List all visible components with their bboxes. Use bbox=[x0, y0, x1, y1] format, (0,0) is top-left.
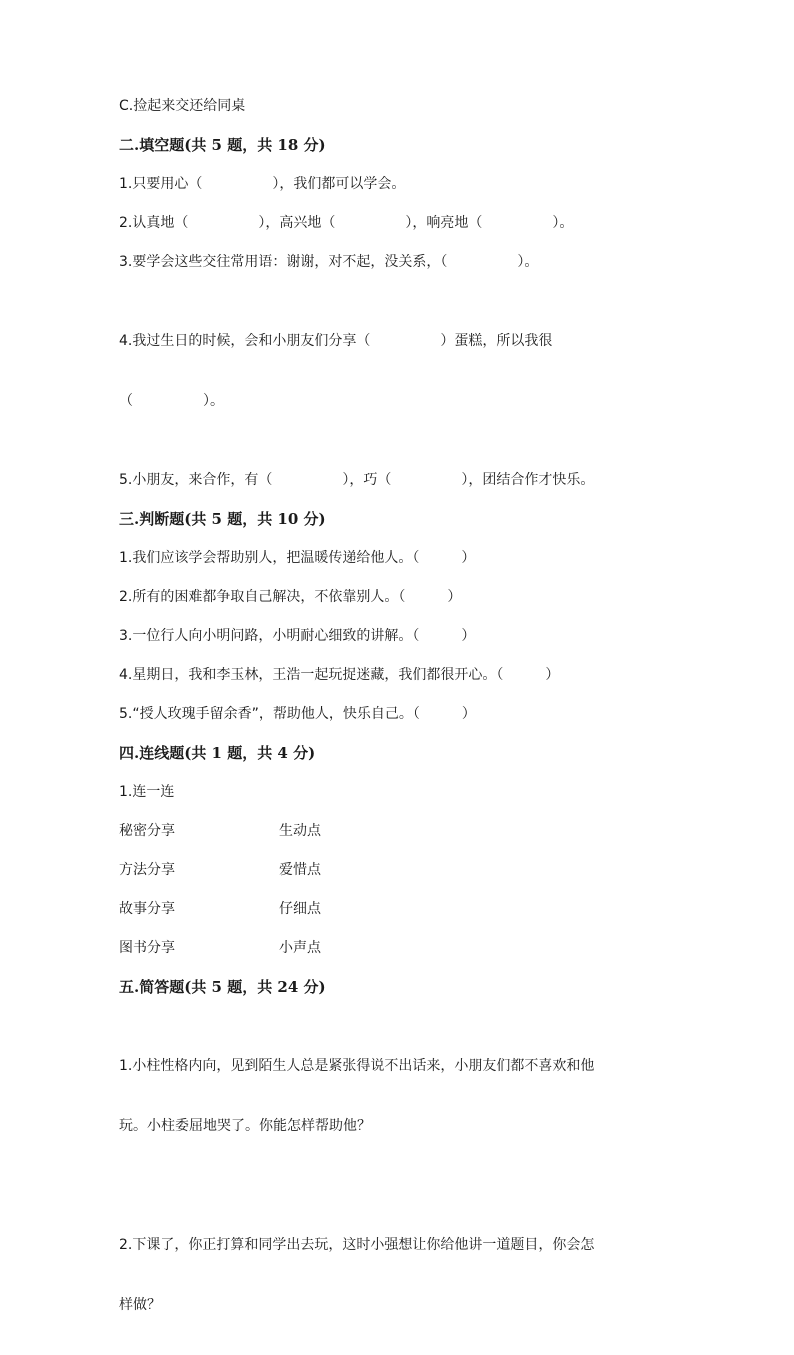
short-question-2-line-2: 样做？ bbox=[119, 1297, 161, 1313]
fill-question-5: 5.小朋友，来合作，有（ ），巧（ ），团结合作才快乐。 bbox=[119, 472, 595, 488]
fill-question-4 bbox=[119, 291, 679, 451]
short-question-1-line-1: 1.小柱性格内向，见到陌生人总是紧张得说不出话来，小朋友们都不喜欢和他 bbox=[119, 1058, 595, 1074]
match-left-item: 故事分享 bbox=[119, 901, 175, 917]
fill-question-2: 2.认真地（ ），高兴地（ ），响亮地（ ）。 bbox=[119, 215, 574, 231]
fill-question-4-line-1: 4.我过生日的时候，会和小朋友们分享（ ）蛋糕，所以我很 bbox=[119, 333, 553, 349]
section-judge-heading: 三.判断题(共 5 题，共 10 分) bbox=[119, 510, 326, 528]
short-question-1-line-2: 玩。小柱委屈地哭了。你能怎样帮助他？ bbox=[119, 1118, 371, 1134]
judge-question-5: 5.“授人玫瑰手留余香”，帮助他人，快乐自己。（ ） bbox=[119, 706, 476, 722]
section-short-heading: 五.简答题(共 5 题，共 24 分) bbox=[119, 978, 326, 996]
match-right-item: 爱惜点 bbox=[279, 862, 321, 878]
match-row bbox=[119, 860, 679, 880]
match-row bbox=[119, 899, 679, 919]
match-row bbox=[119, 821, 679, 841]
judge-question-2: 2.所有的困难都争取自己解决，不依靠别人。（ ） bbox=[119, 589, 462, 605]
short-question-2 bbox=[119, 1195, 679, 1355]
match-left-item: 图书分享 bbox=[119, 940, 175, 956]
section-match-heading: 四.连线题(共 1 题，共 4 分) bbox=[119, 744, 316, 762]
short-question-2-line-1: 2.下课了，你正打算和同学出去玩，这时小强想让你给他讲一道题目，你会怎 bbox=[119, 1237, 595, 1253]
exam-page bbox=[119, 96, 679, 1355]
match-row bbox=[119, 938, 679, 958]
fill-question-4-line-2: （ ）。 bbox=[119, 393, 224, 409]
short-question-1 bbox=[119, 1016, 679, 1176]
fill-question-3: 3.要学会这些交往常用语：谢谢，对不起，没关系，（ ）。 bbox=[119, 254, 539, 270]
fill-question-1: 1.只要用心（ ），我们都可以学会。 bbox=[119, 176, 406, 192]
option-c: C.捡起来交还给同桌 bbox=[119, 98, 246, 114]
section-fill-heading: 二.填空题(共 5 题，共 18 分) bbox=[119, 136, 326, 154]
match-left-item: 方法分享 bbox=[119, 862, 175, 878]
match-right-item: 小声点 bbox=[279, 940, 321, 956]
match-left-item: 秘密分享 bbox=[119, 823, 175, 839]
judge-question-1: 1.我们应该学会帮助别人，把温暖传递给他人。（ ） bbox=[119, 550, 476, 566]
match-right-item: 生动点 bbox=[279, 823, 321, 839]
match-question-1: 1.连一连 bbox=[119, 784, 175, 800]
judge-question-3: 3.一位行人向小明问路，小明耐心细致的讲解。（ ） bbox=[119, 628, 476, 644]
judge-question-4: 4.星期日，我和李玉林，王浩一起玩捉迷藏，我们都很开心。（ ） bbox=[119, 667, 560, 683]
match-right-item: 仔细点 bbox=[279, 901, 321, 917]
